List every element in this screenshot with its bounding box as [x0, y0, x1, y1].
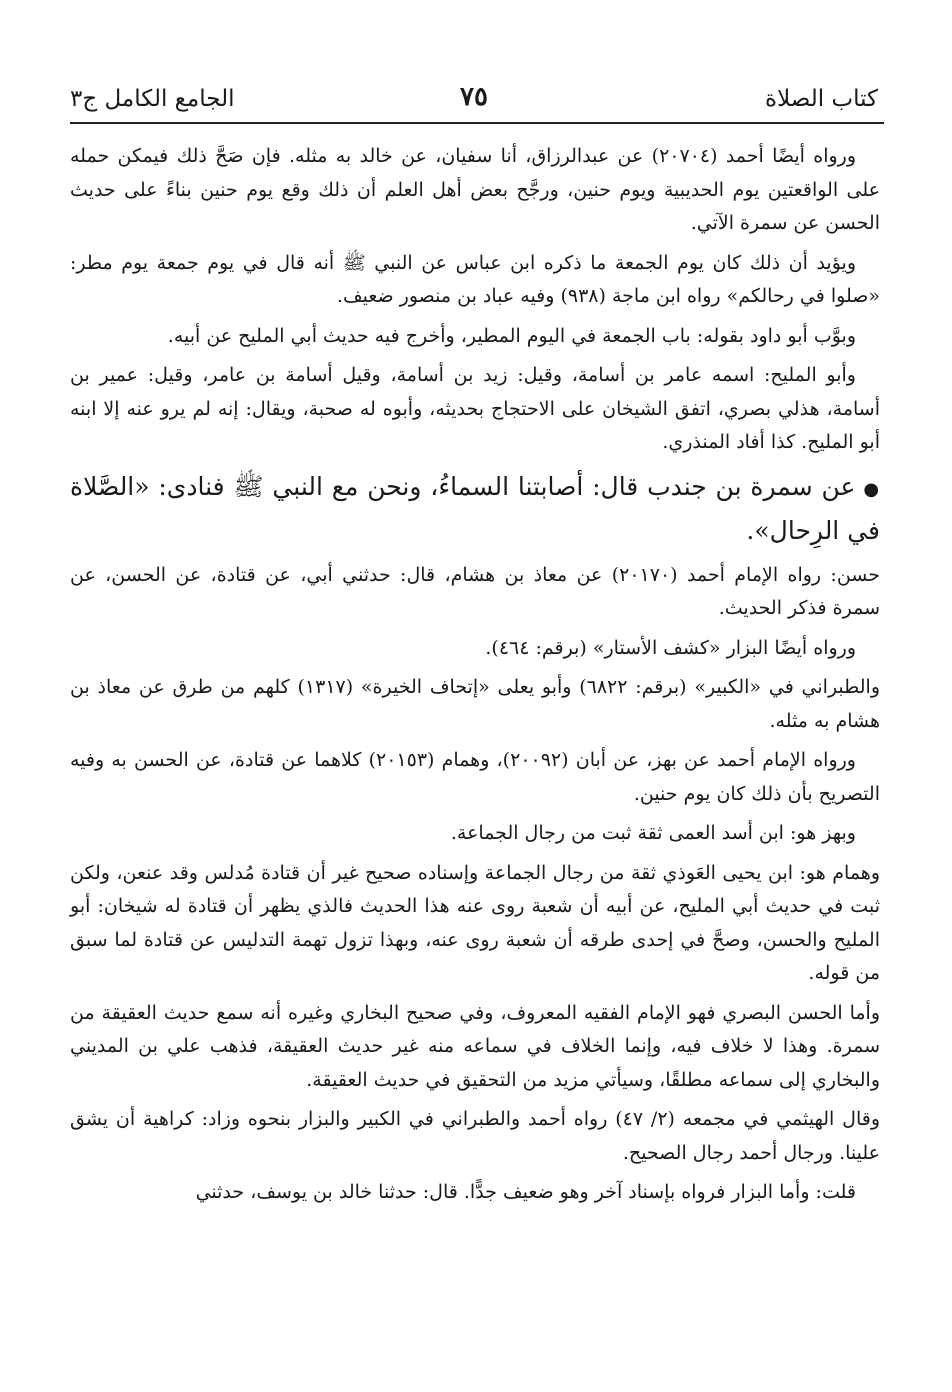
paragraph: وأما الحسن البصري فهو الإمام الفقيه المعروف، وفي صحيح البخاري وغيره أنه سمع حديث العقيقة من سمرة. وهذا لا خلاف فيه، وإنما الخلاف في سماعه منه غير حديث العقيقة، فذهب علي بن المديني والبخاري إلى سماعه مطلقًا، وسيأتي مزيد من التحقيق في حديث العقيقة.	[70, 1001, 880, 1091]
paragraph: وهمام هو: ابن يحيى العَوذي ثقة من رجال الجماعة وإسناده صحيح غير أن قتادة مُدلس وقد عنعن، ولكن ثبت في حديث أبي المليح، عن أبيه أن شعبة روى عنه هذا الحديث فالذي يظهر أن قتادة له شيخان: أبو المليح والحسن، وصحَّ في إحدى طرقه أن شعبة روى عنه، وبهذا تزول تهمة التدليس عن قتادة لما سبق من قوله.	[70, 861, 880, 984]
page-number: ٧٥	[460, 82, 488, 112]
page-header	[70, 72, 878, 122]
paragraph: ورواه الإمام أحمد عن بهز، عن أبان (٢٠٠٩٢)، وهمام (٢٠١٥٣) كلاهما عن قتادة، عن الحسن به وفيه التصريح بأن ذلك كان يوم حنين.	[70, 749, 880, 805]
hadith-body: عن سمرة بن جندب قال: أصابتنا السماءُ، ونحن مع النبي ﷺ فنادى: «الصَّلاة في الرِحال».	[70, 471, 880, 545]
paragraph: ويؤيد أن ذلك كان يوم الجمعة ما ذكره ابن عباس عن النبي ﷺ أنه قال في يوم جمعة يوم مطر: «صلوا في رحالكم» رواه ابن ماجة (٩٣٨) وفيه عباد بن منصور ضعيف.	[70, 251, 880, 307]
volume-title: الجامع الكامل ج٣	[70, 86, 235, 112]
paragraph: ورواه أيضًا البزار «كشف الأستار» (برقم: ٤٦٤).	[485, 636, 856, 659]
paragraph: وبوَّب أبو داود بقوله: باب الجمعة في اليوم المطير، وأخرج فيه حديث أبي المليح عن أبيه.	[167, 324, 856, 347]
paragraph: ورواه أيضًا أحمد (٢٠٧٠٤) عن عبدالرزاق، أنا سفيان، عن خالد به مثله. فإن صَحَّ ذلك فيمكن حمله على الواقعتين يوم الحديبية ويوم حنين، ورجَّح بعض أهل العلم أن ذلك وقع يوم حنين بناءً على حديث الحسن عن سمرة الآتي.	[70, 145, 880, 234]
paragraph: وقال الهيثمي في مجمعه (٢/ ٤٧) رواه أحمد والطبراني في الكبير والبزار بنحوه وزاد: كراهية أن يشق علينا. ورجال أحمد رجال الصحيح.	[70, 1108, 880, 1164]
paragraph: وبهز هو: ابن أسد العمى ثقة ثبت من رجال الجماعة.	[450, 822, 856, 844]
bullet-icon: ●	[863, 478, 880, 500]
header-rule	[70, 122, 884, 124]
paragraph: والطبراني في «الكبير» (برقم: ٦٨٢٢) وأبو يعلى «إتحاف الخيرة» (١٣١٧) كلهم من طرق عن معاذ بن هشام به مثله.	[70, 676, 880, 732]
hadith-text	[70, 466, 880, 551]
page-body	[70, 140, 880, 1362]
paragraph: وأبو المليح: اسمه عامر بن أسامة، وقيل: زيد بن أسامة، وقيل أسامة بن عامر، وقيل: عمير بن أسامة، هذلي بصري، اتفق الشيخان على الاحتجاج بحديثه، وأبوه له صحبة، ويقال: إنه لم يرو عنه إلا ابنه أبو المليح. كذا أفاد المنذري.	[70, 364, 880, 453]
paragraph: حسن: رواه الإمام أحمد (٢٠١٧٠) عن معاذ بن هشام، قال: حدثني أبي، عن قتادة، عن الحسن، عن سمرة فذكر الحديث.	[70, 563, 880, 619]
paragraph: قلت: وأما البزار فرواه بإسناد آخر وهو ضعيف جدًّا. قال: حدثنا خالد بن يوسف، حدثني	[195, 1181, 856, 1203]
chapter-title: كتاب الصلاة	[765, 86, 878, 112]
